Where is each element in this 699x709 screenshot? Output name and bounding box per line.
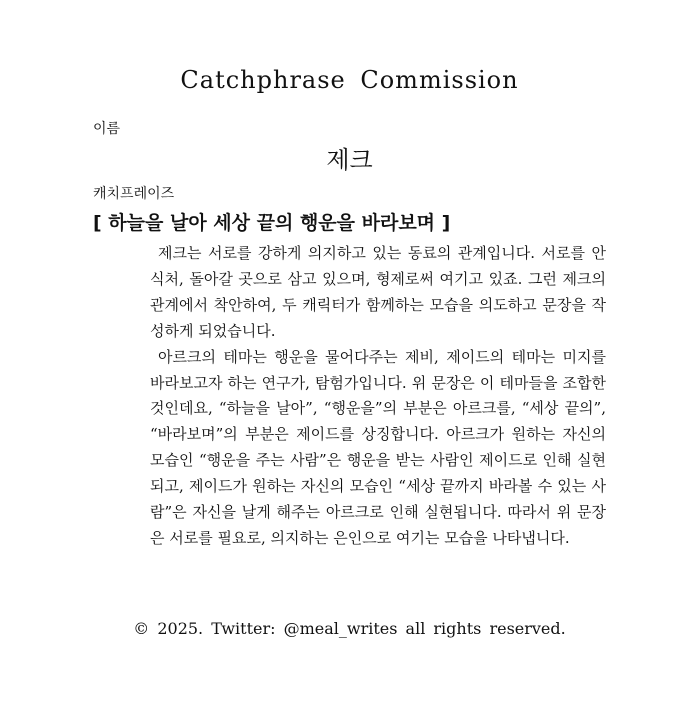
catchphrase-text: [ 하늘을 날아 세상 끝의 행운을 바라보며 ]: [93, 212, 451, 234]
document-title: Catchphrase Commission: [180, 66, 519, 94]
name-value: 제크: [326, 146, 373, 174]
name-label: 이름: [93, 121, 121, 137]
description-body: [150, 241, 606, 552]
description-paragraph-2: 아르크의 테마는 행운을 물어다주는 제비, 제이드의 테마는 미지를 바라보고자 하는 연구가, 탐험가입니다. 위 문장은 이 테마들을 조합한 것인데요, “하늘을 날아”, “행운을”의 부분은 아르크를, “세상 끝의”, “바라보며”의 부분은 제이드를 상징합니다. 아르크가 원하는 자신의 모습인 “행운을 주는 사람”은 행운을 받는 사람인 제이드로 인해 실현되고, 제이드가 원하는 자신의 모습인 “세상 끝까지 바라볼 수 있는 사람”은 자신을 날게 해주는 아르크로 인해 실현됩니다. 따라서 위 문장은 서로를 필요로, 의지하는 은인으로 여기는 모습을 나타냅니다.: [150, 347, 606, 547]
description-paragraph-1: 제크는 서로를 강하게 의지하고 있는 동료의 관계입니다. 서로를 안식처, 돌아갈 곳으로 삼고 있으며, 형제로써 여기고 있죠. 그런 제크의 관계에서 착안하여, 두 캐릭터가 함께하는 모습을 의도하고 문장을 작성하게 되었습니다.: [150, 244, 606, 340]
copyright-footer: © 2025. Twitter: @meal_writes all rights reserved.: [133, 619, 566, 638]
catchphrase-label: 캐치프레이즈: [93, 186, 175, 202]
